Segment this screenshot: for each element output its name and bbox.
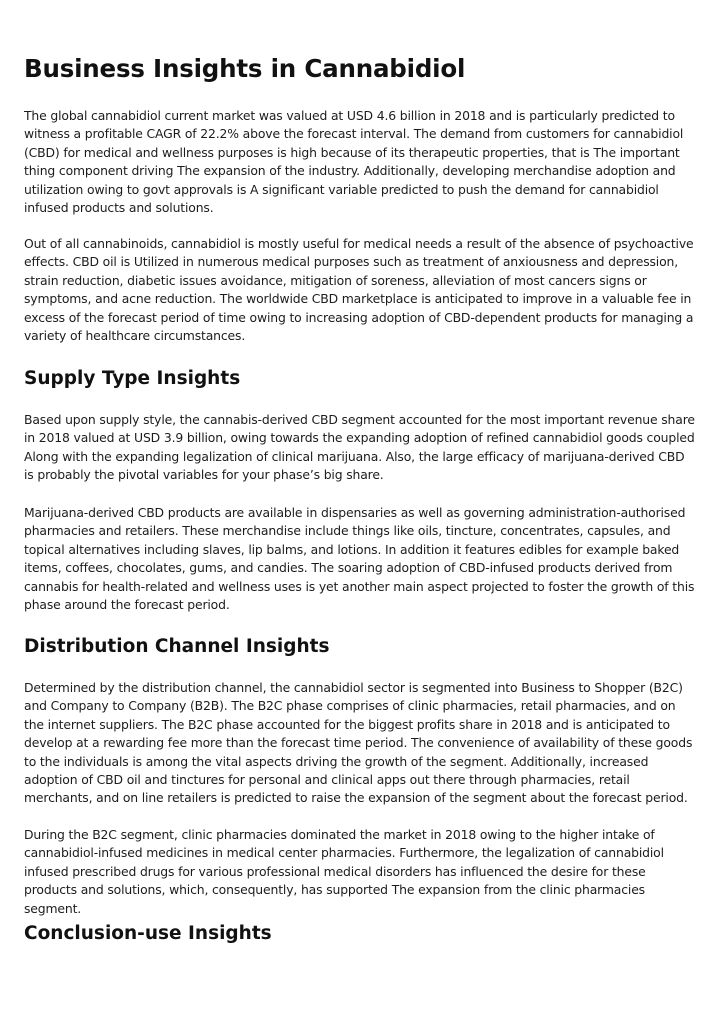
paragraph-b2c-segment: During the B2C segment, clinic pharmacies dominated the market in 2018 owing to the higher intake of cannabidiol-infused medicines in medical center pharmacies. Furthermore, the legalization of cannabidiol infused prescribed drugs for various professional medical disorders has influenced the desire for these products and solutions, which, consequently, has supported The expansion from the clinic pharmacies segment. [24, 827, 664, 916]
section-heading-supply-type: Supply Type Insights [24, 368, 241, 389]
section-heading-distribution-channel: Distribution Channel Insights [24, 636, 330, 657]
paragraph-market-overview: The global cannabidiol current market was valued at USD 4.6 billion in 2018 and is particularly predicted to witness a profitable CAGR of 22.2% above the forecast interval. The demand from customers for cannabidiol (CBD) for medical and wellness purposes is high because of its therapeutic properties, that is The important thing component driving The expansion of the industry. Additionally, developing merchandise adoption and utilization owing to govt approvals is A significant variable predicted to push the demand for cannabidiol infused products and solutions. [24, 108, 684, 216]
paragraph-distribution-channel: Determined by the distribution channel, the cannabidiol sector is segmented into Business to Shopper (B2C) and Company to Company (B2B). The B2C phase comprises of clinic pharmacies, retail pharmacies, and on the internet suppliers. The B2C phase accounted for the biggest profits share in 2018 and is anticipated to develop at a rewarding fee more than the forecast time period. The convenience of availability of these goods to the individuals is among the vital aspects driving the growth of the segment. Additionally, increased adoption of CBD oil and tinctures for personal and clinical apps out there through pharmacies, retail merchants, and on line retailers is predicted to raise the expansion of the segment about the forecast period. [24, 680, 693, 806]
paragraph-marijuana-derived-products: Marijuana-derived CBD products are available in dispensaries as well as governing administration-authorised pharmacies and retailers. These merchandise include things like oils, tincture, concentrates, capsules, and topical alternatives including slaves, lip balms, and lotions. In addition it features edibles for example baked items, coffees, chocolates, gums, and candies. The soaring adoption of CBD-infused products derived from cannabis for health-related and wellness uses is yet another main aspect projected to foster the growth of this phase around the forecast period. [24, 505, 695, 613]
page-title: Business Insights in Cannabidiol [24, 54, 466, 83]
paragraph-medical-uses: Out of all cannabinoids, cannabidiol is mostly useful for medical needs a result of the absence of psychoactive effects. CBD oil is Utilized in numerous medical purposes such as treatment of anxiousness and depression, strain reduction, diabetic issues avoidance, mitigation of soreness, alleviation of most cancers signs or symptoms, and acne reduction. The worldwide CBD marketplace is anticipated to improve in a valuable fee in excess of the forecast period of time owing to increasing adoption of CBD-dependent products for managing a variety of healthcare circumstances. [24, 236, 694, 344]
section-heading-conclusion-use: Conclusion-use Insights [24, 923, 272, 944]
paragraph-supply-type: Based upon supply style, the cannabis-derived CBD segment accounted for the most important revenue share in 2018 valued at USD 3.9 billion, owing towards the expanding adoption of refined cannabidiol goods coupled Along with the expanding legalization of clinical marijuana. Also, the large efficacy of marijuana-derived CBD is probably the pivotal variables for your phase’s big share. [24, 412, 695, 483]
